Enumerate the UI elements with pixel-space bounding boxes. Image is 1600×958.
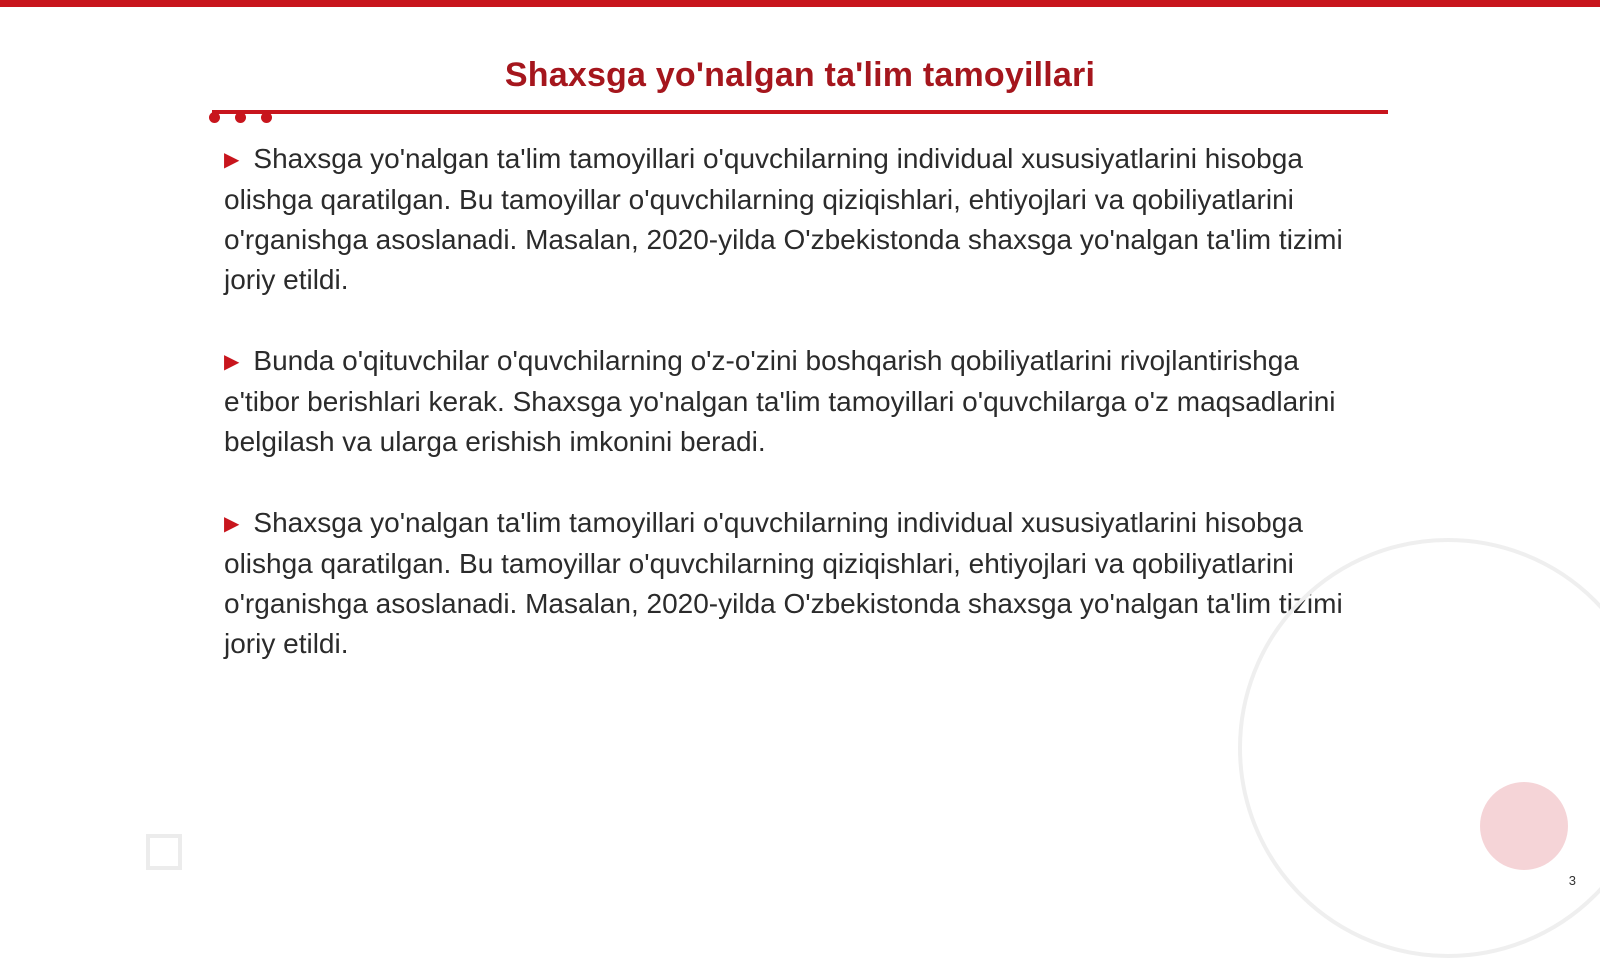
triangle-bullet-icon: ▶ <box>224 513 240 535</box>
triangle-bullet-icon: ▶ <box>224 351 240 373</box>
bullet-paragraph <box>224 341 1344 462</box>
decorative-square <box>146 834 182 870</box>
bullet-paragraph <box>224 503 1344 664</box>
slide-title: Shaxsga yo'nalgan ta'lim tamoyillari <box>504 56 1096 94</box>
page-number: 3 <box>1568 873 1576 888</box>
decorative-dot <box>235 112 246 123</box>
paragraph-text: Shaxsga yo'nalgan ta'lim tamoyillari o'quvchilarning individual xususiyatlarini hisobga olishga qaratilgan. Bu tamoyillar o'quvchilarning qiziqishlari, ehtiyojlari va qobiliyatlarini o'rganishga asoslanadi. Masalan, 2020-yilda O'zbekistonda shaxsga yo'nalgan ta'lim tizimi joriy etildi. <box>224 507 1343 659</box>
slide-body <box>224 139 1344 705</box>
bullet-paragraph <box>224 139 1344 300</box>
decorative-pink-circle <box>1480 782 1568 870</box>
decorative-dot <box>261 112 272 123</box>
decorative-dot <box>209 112 220 123</box>
paragraph-text: Bunda o'qituvchilar o'quvchilarning o'z-o'zini boshqarish qobiliyatlarini rivojlantirishga e'tibor berishlari kerak. Shaxsga yo'nalgan ta'lim tamoyillari o'quvchilarga o'z maqsadlarini belgilash va ularga erishish imkonini beradi. <box>224 345 1336 457</box>
top-accent-bar <box>0 0 1600 7</box>
title-underline <box>212 110 1388 114</box>
triangle-bullet-icon: ▶ <box>224 149 240 171</box>
paragraph-text: Shaxsga yo'nalgan ta'lim tamoyillari o'quvchilarning individual xususiyatlarini hisobga olishga qaratilgan. Bu tamoyillar o'quvchilarning qiziqishlari, ehtiyojlari va qobiliyatlarini o'rganishga asoslanadi. Masalan, 2020-yilda O'zbekistonda shaxsga yo'nalgan ta'lim tizimi joriy etildi. <box>224 143 1343 295</box>
